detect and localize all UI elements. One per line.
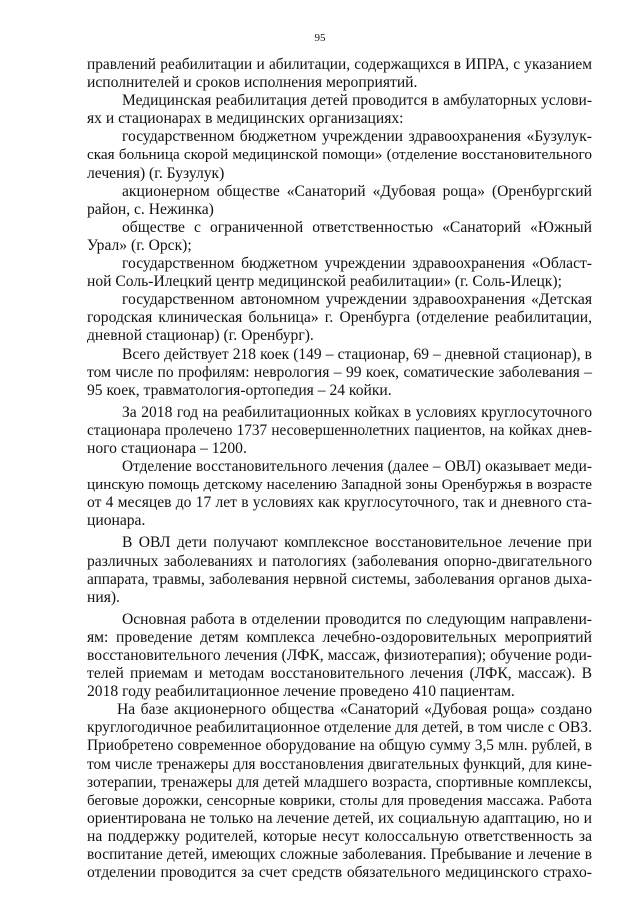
text-line: государственном бюджетном учреждении здравоохранения «Бузулук-	[122, 128, 592, 146]
page-number: 95	[314, 32, 326, 44]
paragraph	[87, 458, 592, 530]
list-paragraph	[87, 219, 592, 255]
text-line: Медицинская реабилитация детей проводится в амбулаторных услови-	[122, 92, 592, 110]
text-line: городская клиническая больница» г. Оренбурга (отделение реабилитации,	[87, 309, 592, 327]
text-line: отделении проводится за счет средств обязательного медицинского страхо-	[87, 864, 592, 882]
list-paragraph	[87, 128, 592, 182]
paragraph	[87, 404, 592, 458]
text-line: дневной стационар) (г. Оренбург).	[87, 327, 314, 345]
text-line: ного стационара – 1200.	[87, 439, 247, 457]
list-paragraph	[87, 291, 592, 345]
text-line: исполнителей и сроков исполнения мероприятий.	[87, 74, 418, 92]
paragraph	[87, 534, 592, 606]
list-paragraph	[87, 255, 592, 291]
text-line: район, с. Нежинка)	[87, 200, 214, 218]
text-line: ной Соль-Илецкий центр медицинской реабилитации» (г. Соль-Илецк);	[87, 273, 562, 291]
paragraph	[87, 611, 592, 701]
text-line: зотерапии, тренажеры для детей младшего возраста, спортивные комплексы,	[87, 773, 592, 791]
text-line: 2018 году реабилитационное лечение проведено 410 пациентам.	[87, 683, 515, 701]
text-line: воспитание детей, имеющих сложные заболевания. Пребывание и лечение в	[87, 846, 592, 864]
text-line: Основная работа в отделении проводится по следующим направлени-	[122, 610, 592, 628]
text-line: Всего действует 218 коек (149 – стационар, 69 – дневной стационар), в	[122, 345, 592, 363]
text-line: В ОВЛ дети получают комплексное восстановительное лечение при	[122, 534, 592, 552]
text-line: стационара пролечено 1737 несовершеннолетних пациентов, на койках днев-	[87, 421, 592, 439]
paragraph	[87, 346, 592, 400]
paragraph	[87, 56, 592, 92]
paragraph	[87, 92, 592, 128]
text-line: беговые дорожки, сенсорные коврики, столы для проведения массажа. Работа	[87, 792, 592, 809]
text-line: аппарата, травмы, заболевания нервной системы, заболевания органов дыха-	[87, 570, 592, 588]
text-line: государственном бюджетном учреждении здравоохранения «Област-	[122, 255, 592, 273]
text-line: ская больница скорой медицинской помощи» (отделение восстановительного	[87, 146, 592, 164]
text-line: том числе тренажеры для восстановления двигательных функций, для кине-	[87, 755, 592, 773]
text-line: государственном автономном учреждении здравоохранения «Детская	[122, 291, 592, 309]
text-line: Приобретено современное оборудование на общую сумму 3,5 млн. рублей, в	[87, 737, 592, 755]
text-line: от 4 месяцев до 17 лет в условиях как круглосуточного, так и дневного ста-	[87, 494, 592, 512]
text-line: ния).	[87, 588, 120, 606]
text-line: 95 коек, травматология-ортопедия – 24 койки.	[87, 381, 392, 399]
text-line: правлений реабилитации и абилитации, содержащихся в ИПРА, с указанием	[87, 56, 592, 73]
text-line: круглогодичное реабилитационное отделение для детей, в том числе с ОВЗ.	[87, 719, 592, 737]
text-line: на поддержку родителей, которые несут колоссальную ответственность за	[87, 827, 592, 845]
body-text	[87, 56, 592, 882]
text-line: цинскую помощь детскому населению Западной зоны Оренбуржья в возрасте	[87, 476, 592, 494]
text-line: ям: проведение детям комплекса лечебно-оздоровительных мероприятий	[87, 628, 592, 646]
text-line: ях и стационарах в медицинских организациях:	[87, 110, 404, 128]
text-line: различных заболеваниях и патологиях (заболевания опорно-двигательного	[87, 552, 592, 570]
text-line: акционерном обществе «Санаторий «Дубовая роща» (Оренбургский	[122, 182, 592, 200]
text-line: том числе по профилям: неврология – 99 коек, соматические заболевания –	[87, 363, 592, 381]
text-line: ционара.	[87, 512, 146, 530]
text-line: лечения) (г. Бузулук)	[87, 164, 225, 182]
paragraph	[87, 701, 592, 882]
text-line: Отделение восстановительного лечения (далее – ОВЛ) оказывает меди-	[122, 458, 592, 476]
text-line: За 2018 год на реабилитационных койках в условиях круглосуточного	[122, 403, 592, 421]
text-line: Урал» (г. Орск);	[87, 236, 192, 254]
text-line: На базе акционерного общества «Санаторий «Дубовая роща» создано	[117, 701, 592, 719]
list-paragraph	[87, 183, 592, 219]
text-line: восстановительного лечения (ЛФК, массаж, физиотерапия); обучение роди-	[87, 647, 592, 664]
text-line: телей приемам и методам восстановительного лечения (ЛФК, массаж). В	[87, 665, 592, 683]
text-line: ориентирована не только на лечение детей, их социальную адаптацию, но и	[87, 809, 592, 827]
text-line: обществе с ограниченной ответственностью «Санаторий «Южный	[122, 218, 592, 236]
